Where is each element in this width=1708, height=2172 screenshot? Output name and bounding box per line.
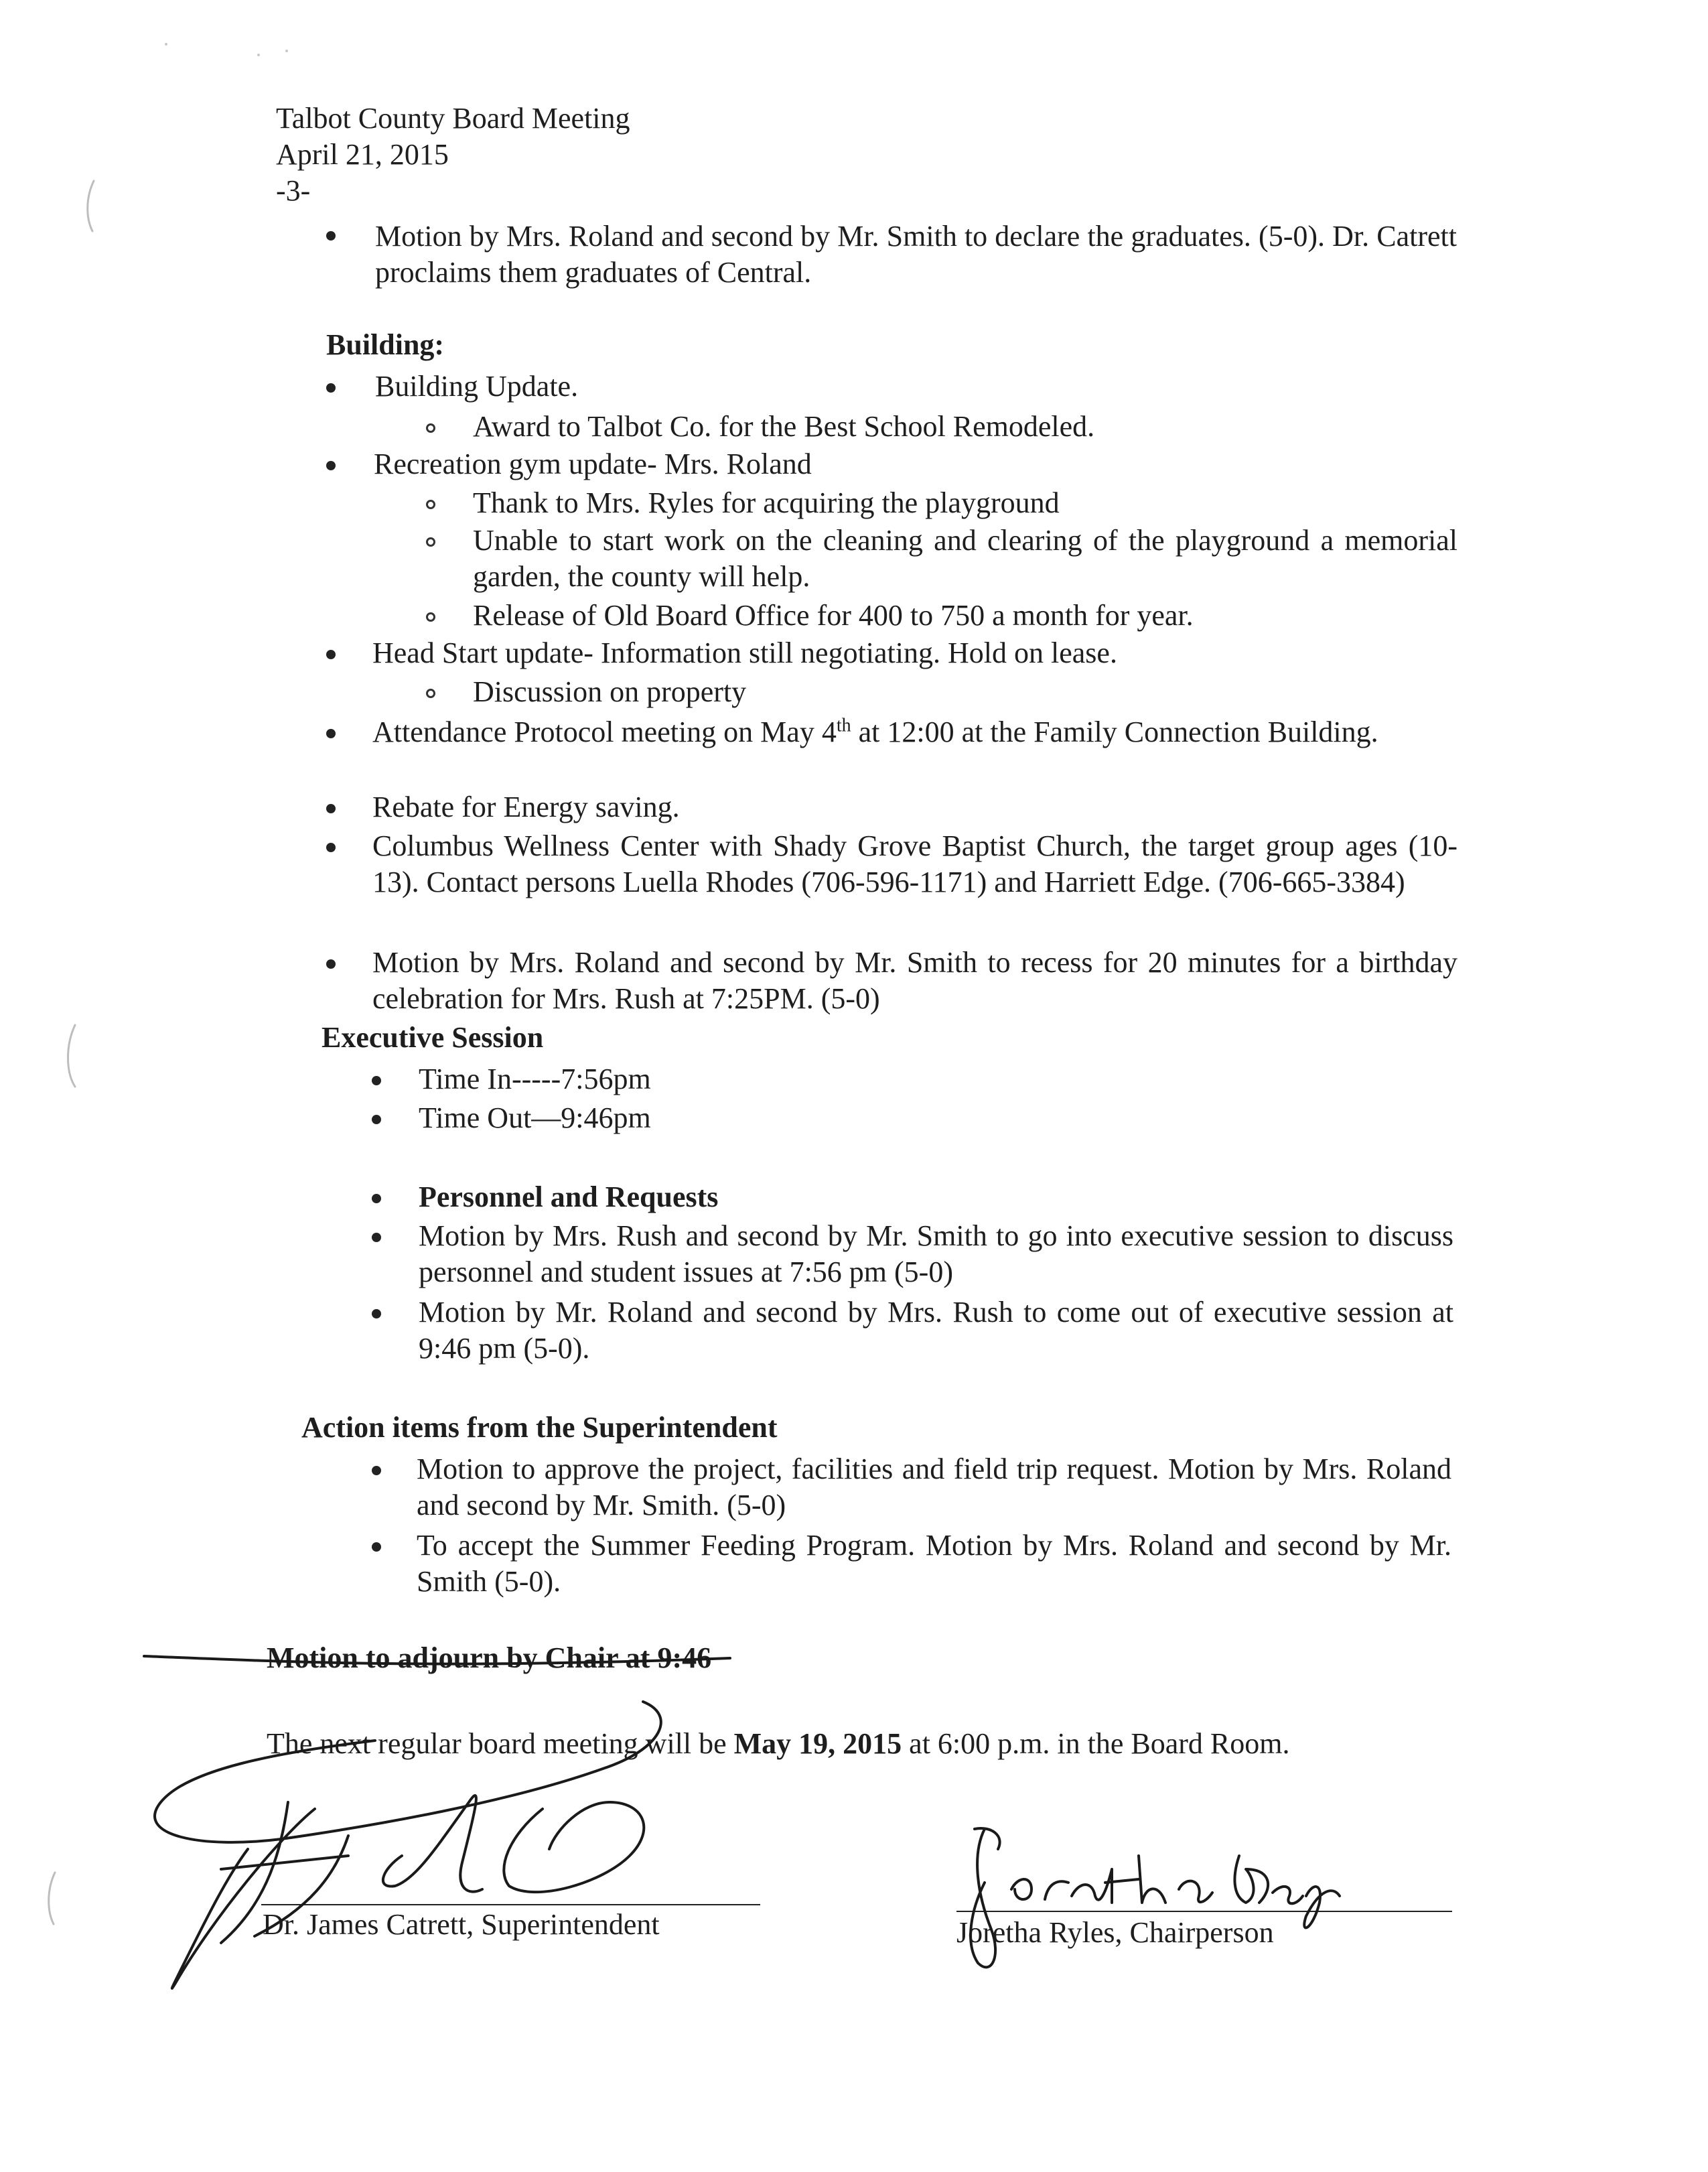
superintendent-actions-heading: Action items from the Superintendent xyxy=(301,1411,778,1444)
approve-project-motion: Motion to approve the project, facilities and field trip request. Motion by Mrs. Roland and second by Mr. Smith. (5-0) xyxy=(417,1452,1451,1521)
recess-motion: Motion by Mrs. Roland and second by Mr. Smith to recess for 20 minutes for a birthday celebration for Mrs. Rush at 7:25PM. (5-0) xyxy=(372,946,1457,1015)
scan-speck xyxy=(165,43,167,46)
head-start-property: Discussion on property xyxy=(473,675,747,708)
superintendent-signature xyxy=(144,1656,730,1664)
executive-session-heading: Executive Session xyxy=(322,1021,544,1054)
superintendent-name: Dr. James Catrett, Superintendent xyxy=(263,1908,660,1941)
scan-speck xyxy=(257,54,260,56)
scan-mark xyxy=(68,1025,76,1087)
wellness-center: Columbus Wellness Center with Shady Grove Baptist Church, the target group ages (10-13). Contact persons Luella Rhodes (706-596-1171) and Harriett Edge. (706-665-3384) xyxy=(372,829,1457,898)
summer-feeding-motion: To accept the Summer Feeding Program. Motion by Mrs. Roland and second by Mr. Smith (5-0). xyxy=(417,1529,1451,1598)
head-start-update: Head Start update- Information still negotiating. Hold on lease. xyxy=(372,636,1117,669)
time-in: Time In-----7:56pm xyxy=(419,1063,651,1095)
building-heading: Building: xyxy=(326,328,445,361)
page-number: -3- xyxy=(276,174,311,207)
next-meeting: The next regular board meeting will be May 19, 2015 at 6:00 p.m. in the Board Room. xyxy=(267,1727,1290,1760)
chairperson-signature xyxy=(971,1829,995,1967)
recreation-gym-update: Recreation gym update- Mrs. Roland xyxy=(374,448,812,480)
exec-session-motion-out: Motion by Mr. Roland and second by Mrs. Rush to come out of executive session at 9:46 pm (5-0). xyxy=(419,1296,1453,1365)
adjourn-motion: Motion to adjourn by Chair at 9:46 xyxy=(267,1641,712,1674)
scan-speck xyxy=(285,50,288,52)
building-award: Award to Talbot Co. for the Best School Remodeled. xyxy=(473,410,1095,443)
meeting-date: April 21, 2015 xyxy=(276,138,449,171)
recreation-old-office: Release of Old Board Office for 400 to 750 a month for year. xyxy=(473,599,1194,632)
personnel-heading: Personnel and Requests xyxy=(419,1180,719,1213)
chairperson-name: Joretha Ryles, Chairperson xyxy=(956,1916,1274,1949)
building-update: Building Update. xyxy=(375,370,579,403)
recreation-thanks: Thank to Mrs. Ryles for acquiring the playground xyxy=(473,486,1060,519)
scan-mark xyxy=(88,181,94,231)
attendance-protocol: Attendance Protocol meeting on May 4th at 12:00 at the Family Connection Building. xyxy=(372,715,1378,748)
exec-session-motion-in: Motion by Mrs. Rush and second by Mr. Smith to go into executive session to discuss personnel and student issues at 7:56 pm (5-0) xyxy=(419,1219,1453,1288)
graduates-motion: Motion by Mrs. Roland and second by Mr. Smith to declare the graduates. (5-0). Dr. Catrett proclaims them graduates of Central. xyxy=(375,220,1457,289)
recreation-playground: Unable to start work on the cleaning and clearing of the playground a memorial garden, the county will help. xyxy=(473,524,1457,593)
time-out: Time Out—9:46pm xyxy=(419,1101,651,1134)
org-title: Talbot County Board Meeting xyxy=(276,102,630,135)
scan-mark xyxy=(49,1873,55,1924)
energy-rebate: Rebate for Energy saving. xyxy=(372,791,680,823)
